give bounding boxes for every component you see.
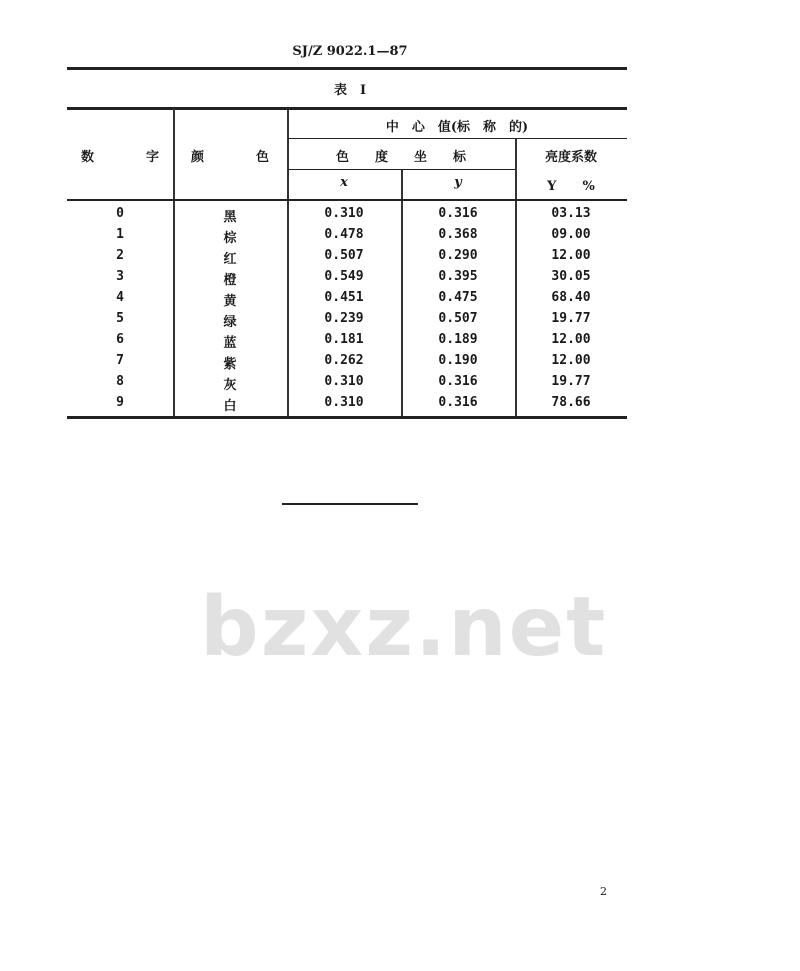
cell-color: 橙 — [223, 273, 237, 288]
document-code: SJ/Z 9022.1—87 — [292, 44, 408, 59]
cell-y: 09.00 — [551, 227, 591, 242]
header-y: y — [454, 175, 462, 190]
cell-digit: 1 — [116, 227, 124, 242]
cell-x: 0.262 — [324, 353, 364, 368]
cell-y: 12.00 — [551, 332, 591, 347]
page-number: 2 — [600, 885, 607, 898]
cell-x: 0.181 — [324, 332, 364, 347]
cell-y: 0.316 — [438, 395, 478, 410]
cell-color: 黄 — [223, 294, 237, 309]
header-bottom-rule — [67, 199, 627, 201]
bottom-rule — [67, 416, 627, 419]
header-top-rule — [67, 107, 627, 110]
header-subrule — [288, 169, 515, 170]
cell-digit: 7 — [116, 353, 124, 368]
cell-color: 绿 — [223, 315, 237, 330]
cell-y: 68.40 — [551, 290, 591, 305]
top-rule — [67, 67, 627, 70]
cell-digit: 3 — [116, 269, 124, 284]
cell-color: 黑 — [223, 210, 237, 225]
cell-y: 12.00 — [551, 248, 591, 263]
cell-y: 0.507 — [438, 311, 478, 326]
cell-y: 30.05 — [551, 269, 591, 284]
cell-digit: 6 — [116, 332, 124, 347]
cell-digit: 0 — [116, 206, 124, 221]
cell-y: 0.316 — [438, 206, 478, 221]
cell-digit: 9 — [116, 395, 124, 410]
cell-x: 0.451 — [324, 290, 364, 305]
cell-x: 0.310 — [324, 395, 364, 410]
cell-color: 紫 — [223, 357, 237, 372]
cell-digit: 2 — [116, 248, 124, 263]
cell-x: 0.310 — [324, 374, 364, 389]
cell-x: 0.239 — [324, 311, 364, 326]
cell-y: 12.00 — [551, 353, 591, 368]
cell-y: 19.77 — [551, 311, 591, 326]
cell-x: 0.507 — [324, 248, 364, 263]
cell-color: 灰 — [223, 378, 237, 393]
cell-y: 0.368 — [438, 227, 478, 242]
header-x: x — [340, 175, 348, 190]
header-luminance: 亮度系数 — [544, 150, 597, 165]
end-rule — [282, 503, 418, 505]
cell-color: 白 — [223, 399, 237, 414]
cell-y: 78.66 — [551, 395, 591, 410]
cell-digit: 8 — [116, 374, 124, 389]
header-center-value: 中 心 值(标 称 的) — [385, 120, 529, 135]
cell-color: 棕 — [223, 231, 237, 246]
cell-y: 19.77 — [551, 374, 591, 389]
cell-y: 0.316 — [438, 374, 478, 389]
cell-color: 红 — [223, 252, 237, 267]
cell-digit: 4 — [116, 290, 124, 305]
cell-x: 0.310 — [324, 206, 364, 221]
table-caption: 表 I — [333, 83, 367, 98]
cell-y: 0.290 — [438, 248, 478, 263]
cell-x: 0.549 — [324, 269, 364, 284]
cell-x: 0.478 — [324, 227, 364, 242]
header-chromaticity: 色 度 坐 标 — [335, 150, 466, 165]
cell-y: 0.190 — [438, 353, 478, 368]
cell-y: 0.395 — [438, 269, 478, 284]
cell-y: 03.13 — [551, 206, 591, 221]
header-color: 颜 色 — [190, 150, 269, 165]
header-subrule — [288, 138, 627, 139]
header-luminance-unit: Y % — [547, 179, 595, 194]
cell-y: 0.189 — [438, 332, 478, 347]
header-digit: 数 字 — [80, 150, 159, 165]
watermark: bzxz.net — [200, 580, 608, 675]
cell-color: 蓝 — [223, 336, 237, 351]
cell-digit: 5 — [116, 311, 124, 326]
cell-y: 0.475 — [438, 290, 478, 305]
